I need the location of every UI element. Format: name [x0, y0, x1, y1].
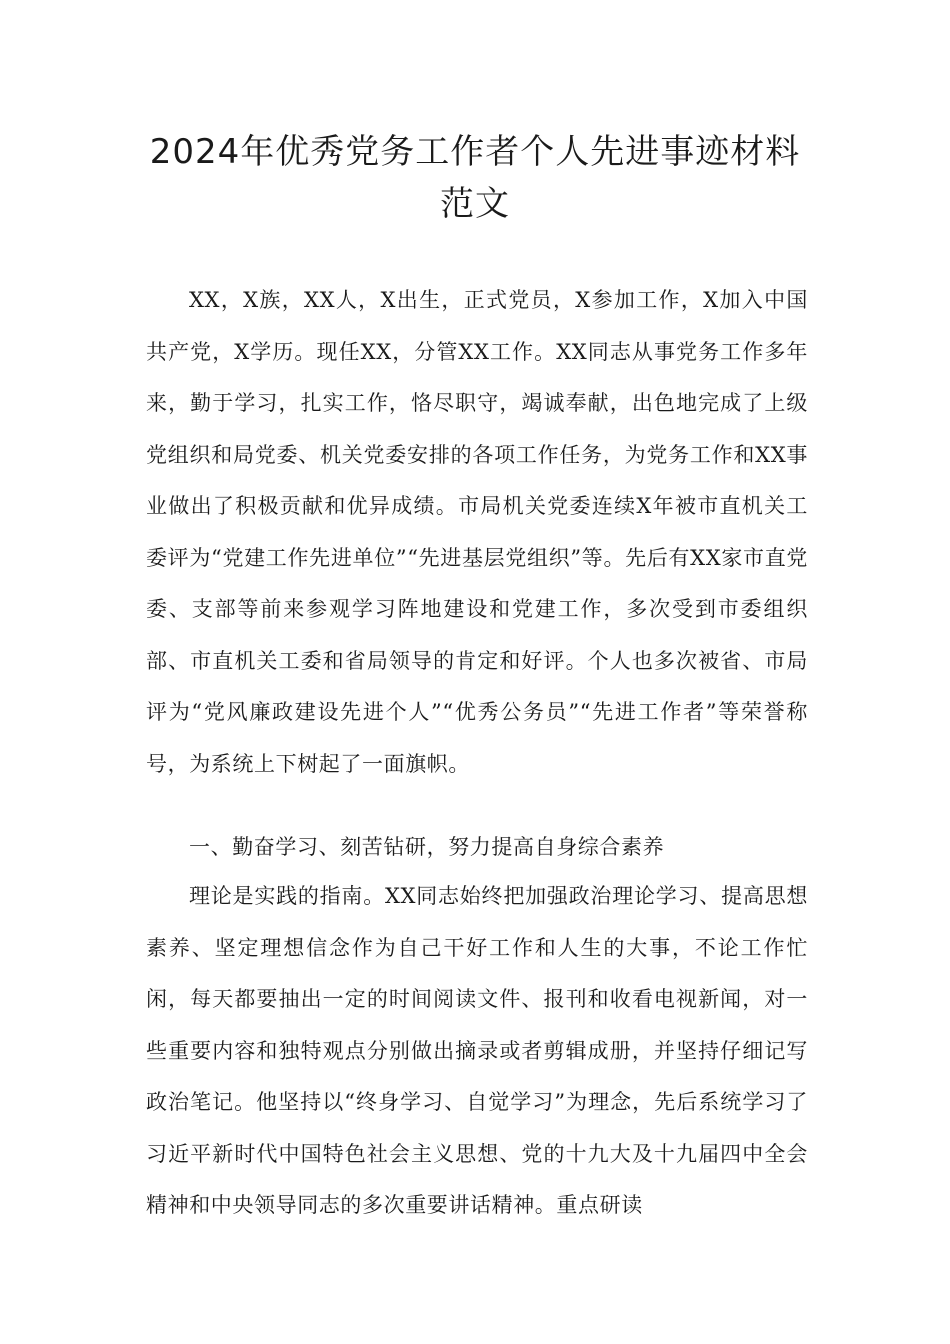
intro-paragraph: XX，X族，XX人，X出生，正式党员，X参加工作，X加入中国共产党，X学历。现任XX，分管XX工作。XX同志从事党务工作多年来，勤于学习，扎实工作，恪尽职守，竭诚奉献，出色地完成了上级党组织和局党委、机关党委安排的各项工作任务，为党务工作和XX事业做出了积极贡献和优异成绩。市局机关党委连续X年被市直机关工委评为“党建工作先进单位”“先进基层党组织”等。先后有XX家市直党委、支部等前来参观学习阵地建设和党建工作，多次受到市委组织部、市直机关工委和省局领导的肯定和好评。个人也多次被省、市局评为“党风廉政建设先进个人”“优秀公务员”“先进工作者”等荣誉称号，为系统上下树起了一面旗帜。: [146, 288, 808, 776]
body-paragraph: 理论是实践的指南。XX同志始终把加强政治理论学习、提高思想素养、坚定理想信念作为自己干好工作和人生的大事，不论工作忙闲，每天都要抽出一定的时间阅读文件、报刊和收看电视新闻，对一些重要内容和独特观点分别做出摘录或者剪辑成册，并坚持仔细记写政治笔记。他坚持以“终身学习、自觉学习”为理念，先后系统学习了习近平新时代中国特色社会主义思想、党的十九大及十九届四中全会精神和中央领导同志的多次重要讲话精神。重点研读: [146, 884, 808, 1217]
section-heading: 一、勤奋学习、刻苦钻研，努力提高自身综合素养: [189, 835, 665, 859]
document-title: 2024年优秀党务工作者个人先进事迹材料范文: [149, 132, 801, 224]
